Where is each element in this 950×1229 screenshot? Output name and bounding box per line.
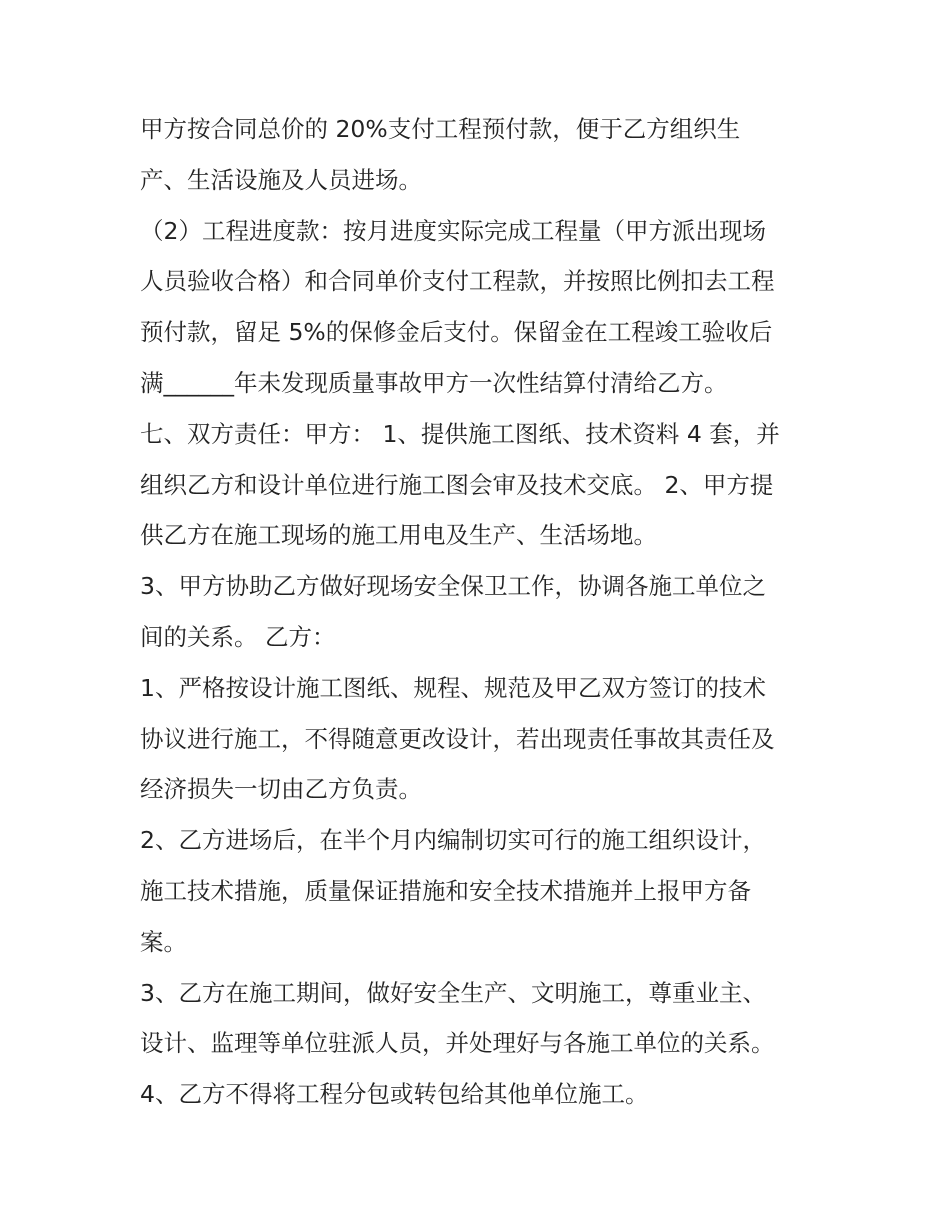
text-line-20: 4、乙方不得将工程分包或转包给其他单位施工。 <box>140 1080 649 1109</box>
text-line-6: 满______年未发现质量事故甲方一次性结算付清给乙方。 <box>140 368 728 397</box>
text-line-11: 间的关系。 乙方： <box>140 622 336 651</box>
text-line-14: 经济损失一切由乙方负责。 <box>140 775 422 804</box>
text-line-8: 组织乙方和设计单位进行施工图会审及技术交底。 2、甲方提 <box>140 470 774 499</box>
text-line-2: 产、生活设施及人员进场。 <box>140 165 422 194</box>
text-line-9: 供乙方在施工现场的施工用电及生产、生活场地。 <box>140 521 657 550</box>
text-line-15: 2、乙方进场后，在半个月内编制切实可行的施工组织设计， <box>140 826 766 855</box>
text-line-4: 人员验收合格）和合同单价支付工程款，并按照比例扣去工程 <box>140 267 775 296</box>
text-line-13: 协议进行施工，不得随意更改设计，若出现责任事故其责任及 <box>140 724 775 753</box>
text-line-3: （2）工程进度款：按月进度实际完成工程量（甲方派出现场 <box>140 216 766 245</box>
contract-text <box>140 104 830 1120</box>
text-line-18: 3、乙方在施工期间，做好安全生产、文明施工，尊重业主、 <box>140 978 766 1007</box>
text-line-16: 施工技术措施，质量保证措施和安全技术措施并上报甲方备 <box>140 876 751 905</box>
text-line-5: 预付款，留足 5%的保修金后支付。保留金在工程竣工验收后 <box>140 318 773 347</box>
text-line-17: 案。 <box>140 927 187 956</box>
text-line-19: 设计、监理等单位驻派人员，并处理好与各施工单位的关系。 <box>140 1029 775 1058</box>
text-line-12: 1、严格按设计施工图纸、规程、规范及甲乙双方签订的技术 <box>140 673 766 702</box>
text-line-10: 3、甲方协助乙方做好现场安全保卫工作，协调各施工单位之 <box>140 572 766 601</box>
text-line-7: 七、双方责任：甲方： 1、提供施工图纸、技术资料 4 套，并 <box>140 419 780 448</box>
text-line-1: 甲方按合同总价的 20%支付工程预付款，便于乙方组织生 <box>140 115 741 143</box>
